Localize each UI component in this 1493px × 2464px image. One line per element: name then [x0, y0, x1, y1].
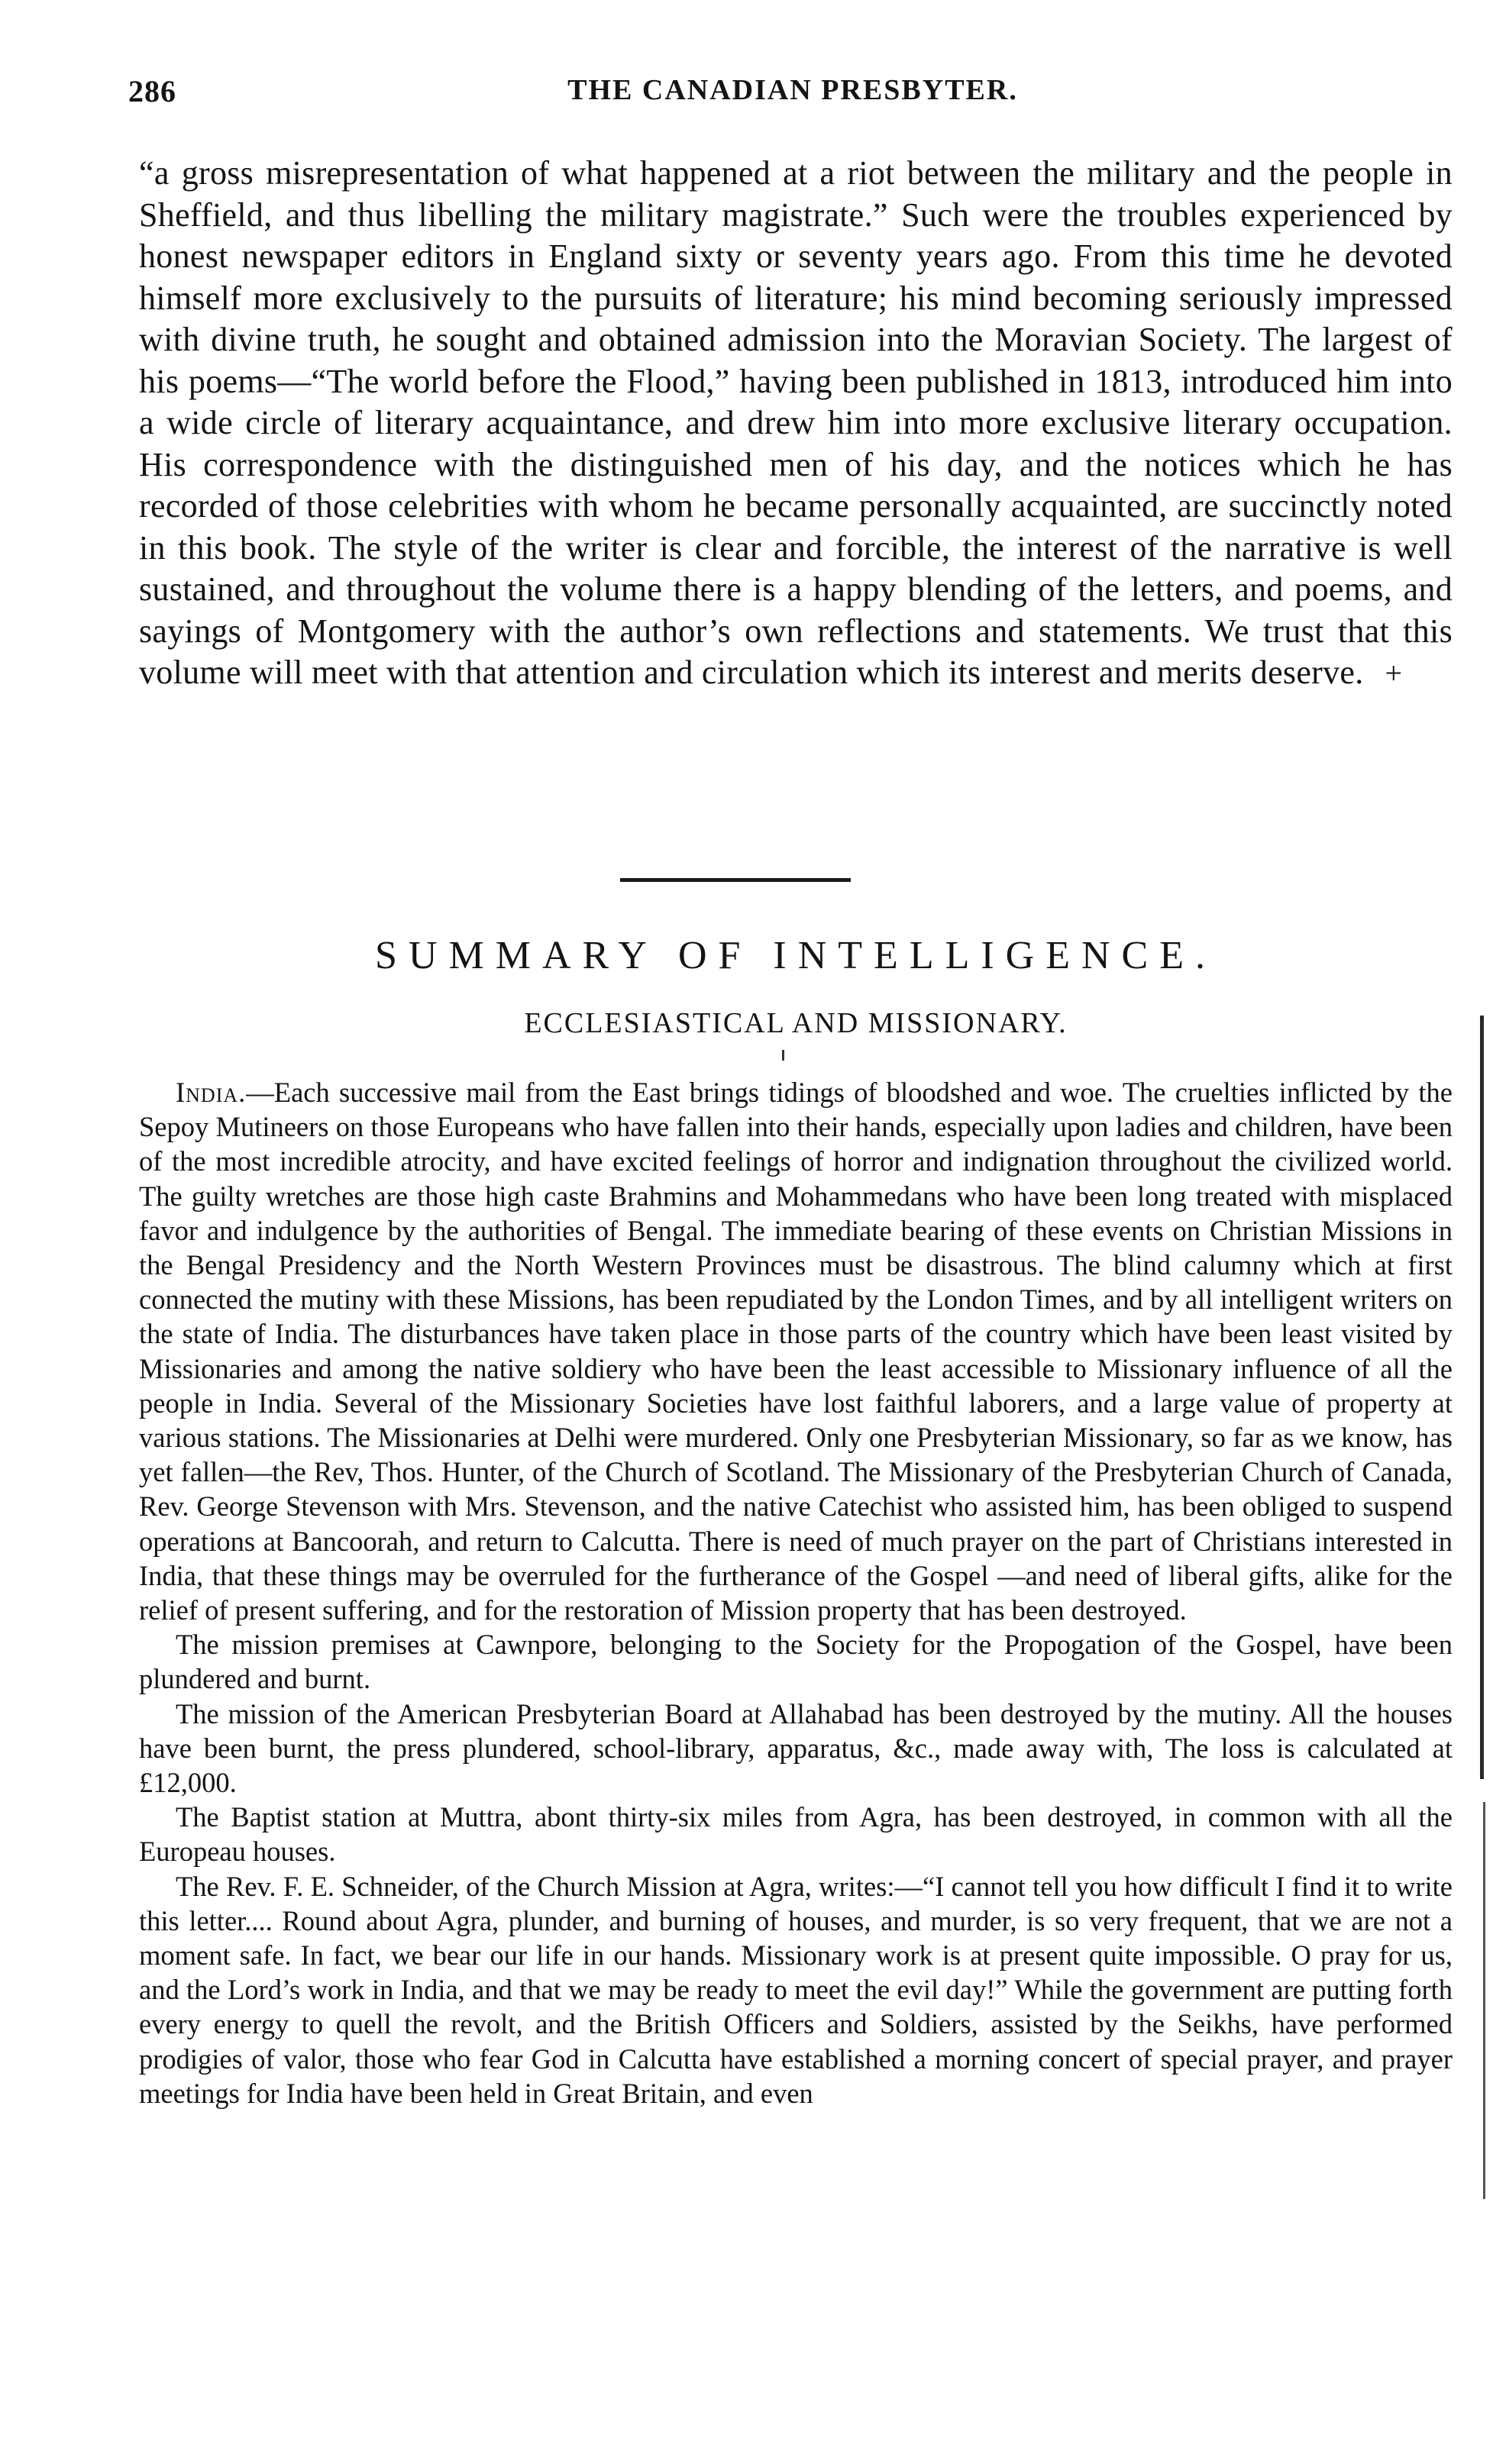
intel-paragraph-india: [139, 1075, 1453, 1627]
paragraph-text: The mission premises at Cawnpore, belonging to the Society for the Propogation of the Gospel, have been plundered and burnt.: [139, 1629, 1453, 1695]
binding-edge-line: [1483, 1802, 1485, 2199]
running-head: THE CANADIAN PRESBYTER.: [567, 74, 1018, 106]
section-divider: [620, 878, 851, 882]
page-header: [128, 73, 1457, 119]
review-paragraph: [139, 153, 1453, 695]
print-speck: [782, 1050, 784, 1061]
paragraph-lead: India.: [176, 1077, 247, 1108]
intel-paragraph-agra: [139, 1869, 1453, 2110]
book-review-text: [139, 153, 1453, 695]
page-number: 286: [128, 74, 176, 108]
intel-paragraph-cawnpore: [139, 1627, 1453, 1696]
paragraph-text: The Rev. F. E. Schneider, of the Church Mission at Agra, writes:—“I cannot tell you how difficult I find it to write this letter.... Round about Agra, plunder, and burning of houses, and murder, is so very frequent, that we are not a moment safe. In fact, we bear our life in our hands. Missionary work is at present quite impossible. O pray for us, and the Lord’s work in India, and that we may be ready to meet the evil day!” While the government are putting forth every energy to quell the revolt, and the British Officers and Soldiers, assisted by the Seikhs, have performed prodigies of valor, those who fear God in Calcutta have established a morning concert of special prayer, and prayer meetings for India have been held in Great Britain, and even: [139, 1870, 1453, 2109]
end-mark: +: [1385, 656, 1403, 690]
paragraph-text: The Baptist station at Muttra, abont thirty-six miles from Agra, has been destroyed, in common with all the Europeau houses.: [139, 1801, 1453, 1868]
intel-paragraph-muttra: [139, 1800, 1453, 1868]
review-paragraph-text: “a gross misrepresentation of what happened at a riot between the military and the people in Sheffield, and thus libelling the military magistrate.” Such were the troubles experienced by honest newspaper editors in England sixty or seventy years ago. From this time he devoted himself more exclusively to the pursuits of literature; his mind becoming seriously impressed with divine truth, he sought and obtained admission into the Moravian Society. The largest of his poems—“The world before the Flood,” having been published in 1813, introduced him into a wide circle of literary acquaintance, and drew him into more exclusive literary occupation. His correspondence with the distinguished men of his day, and the notices which he has recorded of those celebrities with whom he became personally acquainted, are succinctly noted in this book. The style of the writer is clear and forcible, the interest of the narrative is well sustained, and throughout the volume there is a happy blending of the letters, and poems, and sayings of Montgomery with the author’s own reflections and statements. We trust that this volume will meet with that attention and circulation which its interest and merits deserve.: [139, 154, 1453, 691]
paragraph-text: —Each successive mail from the East brings tidings of bloodshed and woe. The cruelties inflicted by the Sepoy Mutineers on those Europeans who have fallen into their hands, especially upon ladies and children, have been of the most incredible atrocity, and have excited feelings of horror and indignation throughout the civilized world. The guilty wretches are those high caste Brahmins and Mohammedans who have been long treated with misplaced favor and indulgence by the authorities of Bengal. The immediate bearing of these events on Christian Missions in the Bengal Presidency and the North Western Provinces must be disastrous. The blind calumny which at first connected the mutiny with these Missions, has been repudiated by the London Times, and by all intelligent writers on the state of India. The disturbances have taken place in those parts of the country which have been least visited by Missionaries and among the native soldiery who have been the least accessible to Missionary influence of all the people in India. Several of the Missionary Societies have lost faithful laborers, and a large value of property at various stations. The Missionaries at Delhi were murdered. Only one Presbyterian Missionary, so far as we know, has yet fallen—the Rev, Thos. Hunter, of the Church of Scotland. The Missionary of the Presbyterian Church of Canada, Rev. George Stevenson with Mrs. Stevenson, and the native Catechist who assisted him, has been obliged to suspend operations at Bancoorah, and return to Calcutta. There is need of much prayer on the part of Christians interested in India, that these things may be overruled for the furtherance of the Gospel —and need of liberal gifts, alike for the relief of present suffering, and for the restoration of Mission property that has been destroyed.: [139, 1077, 1453, 1626]
subsection-title: ECCLESIASTICAL AND MISSIONARY.: [524, 1007, 1068, 1039]
intelligence-text: [139, 1075, 1453, 2110]
paragraph-text: The mission of the American Presbyterian Board at Allahabad has been destroyed by the mutiny. All the houses have been burnt, the press plundered, school-library, apparatus, &c., made away with, The loss is calculated at £12,000.: [139, 1697, 1453, 1799]
section-title: SUMMARY OF INTELLIGENCE.: [375, 934, 1217, 977]
binding-edge-line: [1480, 1016, 1484, 1779]
intel-paragraph-allahabad: [139, 1697, 1453, 1800]
